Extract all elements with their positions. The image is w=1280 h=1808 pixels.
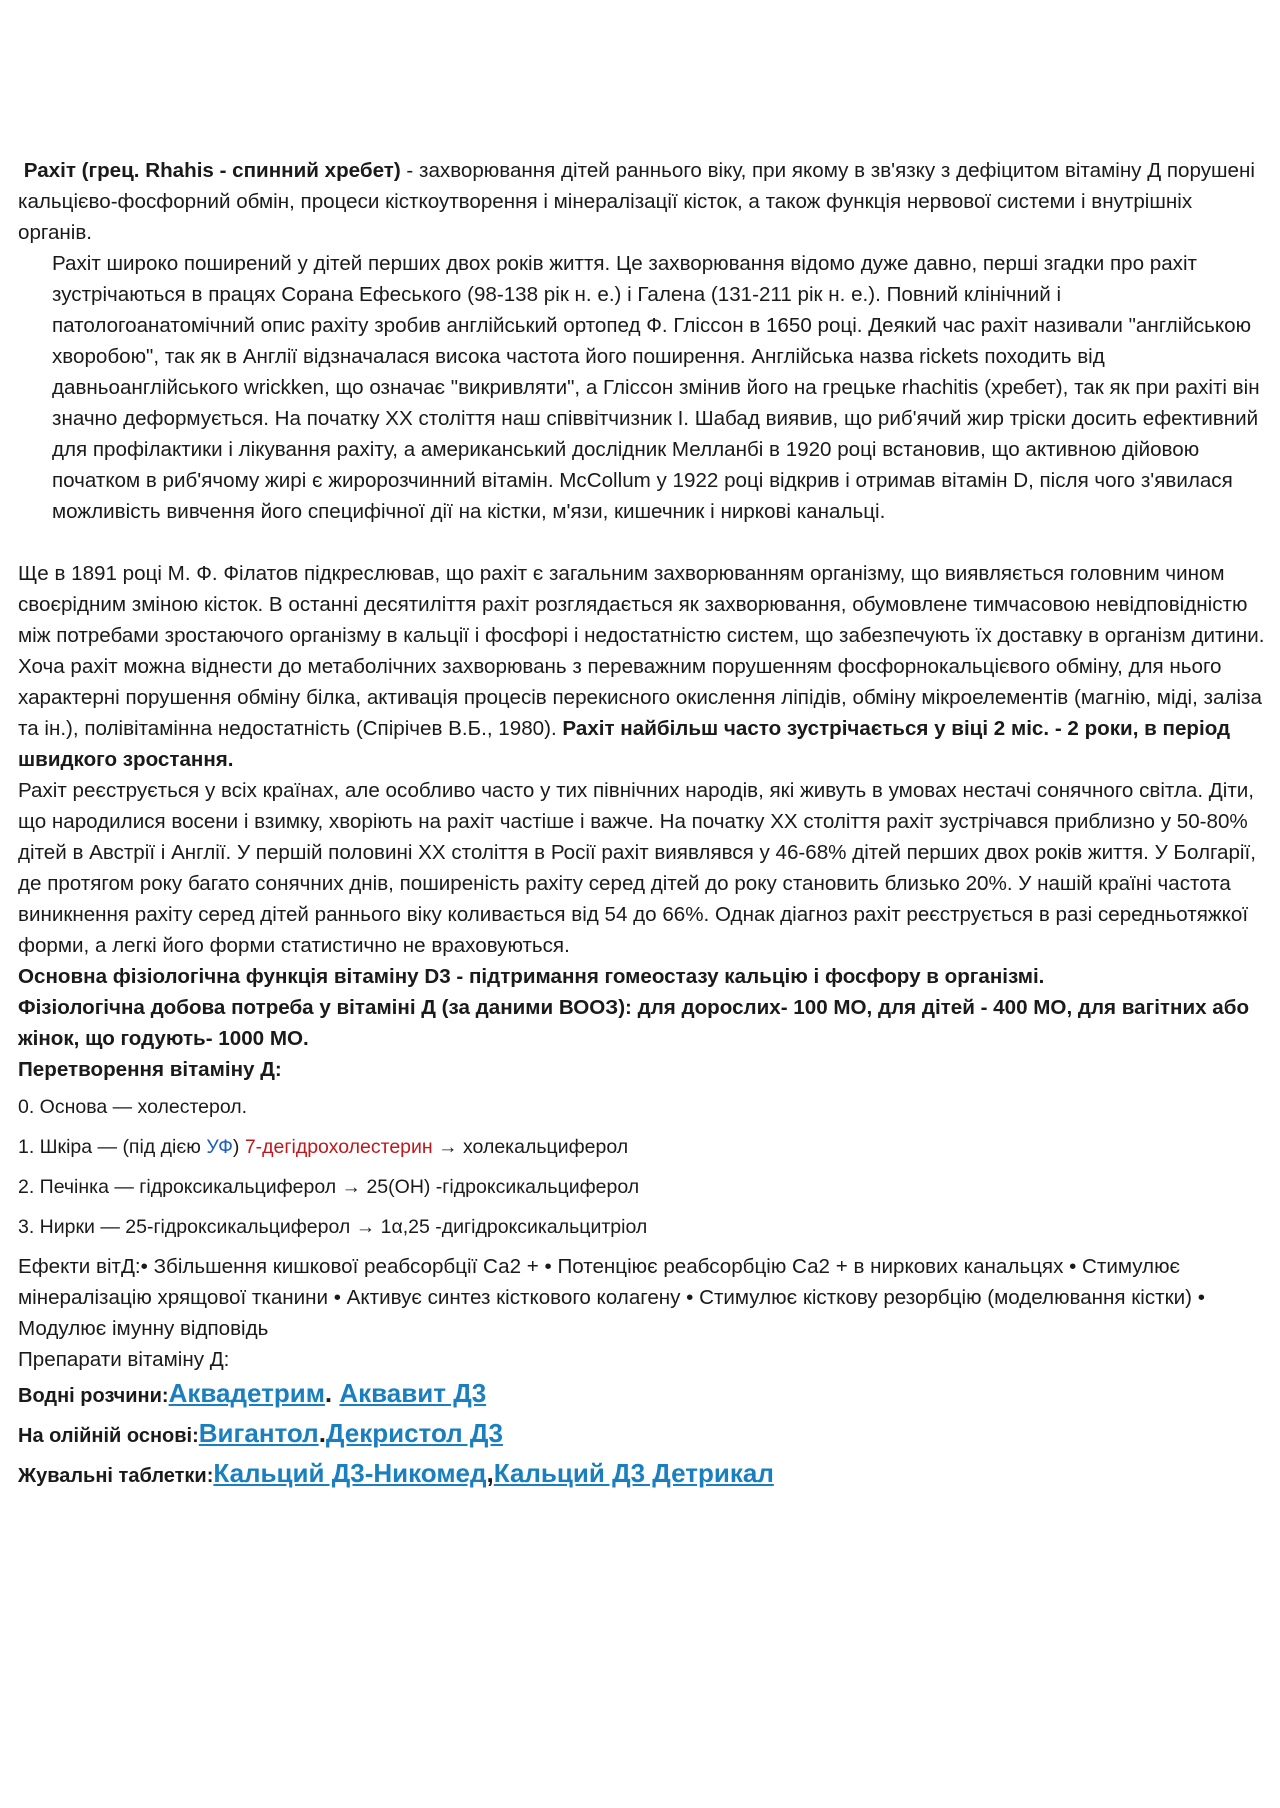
drug-link-dekristol[interactable]: Декристол Д3 [325, 1418, 503, 1448]
step-1-red: 7-дегідрохолестерин [244, 1136, 433, 1158]
step-1-prefix: 1. Шкіра — (під дією [18, 1136, 207, 1158]
filatov-bold: Рахіт найбільш часто зустрічається у віці 2 міс. - 2 роки, в період швидкого зростання. [18, 717, 1231, 771]
prep-oil-sep: . [318, 1418, 326, 1448]
step-1-paren: ) [232, 1136, 245, 1158]
filatov-paragraph [18, 558, 1268, 775]
conversion-title: Перетворення вітаміну Д: [18, 1058, 282, 1081]
drug-link-vigantol[interactable]: Вигантол [198, 1418, 319, 1448]
intro-text: - захворювання дітей раннього віку, при якому в зв'язку з дефіцитом вітаміну Д порушені кальцієво-фосфорний обмін, процеси кісткоутворення і мінералізації кісток, а також функція нервової системи і внутрішніх органів. [18, 159, 1255, 244]
drug-link-calcium-detrikal[interactable]: Кальций Д3 Детрикал [493, 1458, 774, 1488]
drug-link-aquavit[interactable]: Аквавит Д3 [339, 1378, 487, 1408]
dosage-paragraph: Фізіологічна добова потреба у вітаміні Д (за даними ВООЗ): для дорослих- 100 МО, для дітей - 400 МО, для вагітних або жінок, що годують- 1000 МО. [18, 996, 1250, 1050]
function-paragraph: Основна фізіологічна функція вітаміну D3 - підтримання гомеостазу кальцію і фосфору в організмі. [18, 965, 1045, 988]
drug-link-calcium-nycomed[interactable]: Кальций Д3-Никомед [213, 1458, 487, 1488]
prep-water [18, 1375, 1268, 1415]
step-3: 3. Нирки — 25-гідроксикальциферол → 1α,25 -дигідроксикальцитріол [18, 1216, 648, 1238]
preparations-title: Препарати вітаміну Д: [18, 1348, 230, 1371]
prep-chew-label: Жувальні таблетки: [18, 1465, 214, 1487]
step-2: 2. Печінка — гідроксикальциферол → 25(OH) -гідроксикальциферол [18, 1176, 640, 1198]
conversion-steps [18, 1087, 1268, 1247]
step-1 [18, 1127, 1268, 1167]
history-paragraph: Рахіт широко поширений у дітей перших двох років життя. Це захворювання відомо дуже давно, перші згадки про рахіт зустрічаються в працях Сорана Ефеського (98-138 рік н. е.) і Галена (131-211 рік н. е.). Повний клінічний і патологоанатомічний опис рахіту зробив англійський ортопед Ф. Гліссон в 1650 році. Деякий час рахіт називали "англійською хворобою", так як в Англії відзначалася висока частота його поширення. Англійська назва rickets походить від давньоанглійського wrickken, що означає "викривляти", а Гліссон змінив його на грецьке rhachitis (хребет), так як при рахіті він значно деформується. На початку XX століття наш співвітчизник І. Шабад виявив, що риб'ячий жир тріски досить ефективний для профілактики і лікування рахіту, а американський дослідник Мелланбі в 1920 році встановив, що активною дійовою початком в риб'ячому жирі є жиророзчинний вітамін. McCollum у 1922 році відкрив і отримав вітамін D, після чого з'явилася можливість вивчення його специфічної дії на кістки, м'язи, кишечник і ниркові канальці. [52, 252, 1260, 523]
step-1-uv: УФ [206, 1136, 233, 1158]
filatov-text: Ще в 1891 році М. Ф. Філатов підкреслював, що рахіт є загальним захворюванням організму, що виявляється головним чином своєрідним зміною кісток. В останні десятиліття рахіт розглядається як захворювання, обумовлене тимчасовою невідповідністю між потребами зростаючого організму в кальції і фосфорі і недостатністю систем, що забезпечують їх доставку в організм дитини. Хоча рахіт можна віднести до метаболічних захворювань з переважним порушенням фосфорнокальцієвого обміну, для нього характерні порушення обміну білка, активація процесів перекисного окислення ліпідів, обміну мікроелементів (магнію, міді, заліза та ін.), полівітамінна недостатність (Спірічев В.Б., 1980). [18, 562, 1265, 740]
step-1-suffix: → холекальциферол [432, 1136, 629, 1158]
prep-oil [18, 1415, 1268, 1455]
intro-paragraph [18, 155, 1268, 248]
prep-oil-label: На олійній основі: [18, 1425, 199, 1447]
prep-water-sep: . [324, 1378, 340, 1408]
paragraph-spacer [18, 527, 1268, 558]
effects-paragraph: Ефекти вітД:• Збільшення кишкової реабсорбції Са2 + • Потенціює реабсорбцію Са2 + в ниркових канальцях • Стимулює мінералізацію хрящової тканини • Активує синтез кісткового колагену • Стимулює кісткову резорбцію (моделювання кістки) • Модулює імунну відповідь [18, 1255, 1205, 1340]
step-0: 0. Основа — холестерол. [18, 1096, 248, 1118]
drug-link-aquadetrim[interactable]: Аквадетрим [168, 1378, 325, 1408]
prep-chew-sep: , [486, 1458, 494, 1488]
prep-water-label: Водні розчини: [18, 1385, 169, 1407]
document-page [18, 155, 1268, 1495]
intro-term: Рахіт (грец. Rhahis - спинний хребет) [23, 159, 401, 182]
prep-chew [18, 1455, 1268, 1495]
prevalence-paragraph: Рахіт реєструється у всіх країнах, але особливо часто у тих північних народів, які живуть в умовах нестачі сонячного світла. Діти, що народилися восени і взимку, хворіють на рахіт частіше і важче. На початку XX століття рахіт зустрічався приблизно у 50-80% дітей в Австрії і Англії. У першій половині XX століття в Росії рахіт виявлявся у 46-68% дітей перших двох років життя. У Болгарії, де протягом року багато сонячних днів, поширеність рахіту серед дітей до року становить близько 20%. У нашій країні частота виникнення рахіту серед дітей раннього віку коливається від 54 до 66%. Однак діагноз рахіт реєструється в разі середньотяжкої форми, а легкі його форми статистично не враховуються. [18, 779, 1256, 957]
